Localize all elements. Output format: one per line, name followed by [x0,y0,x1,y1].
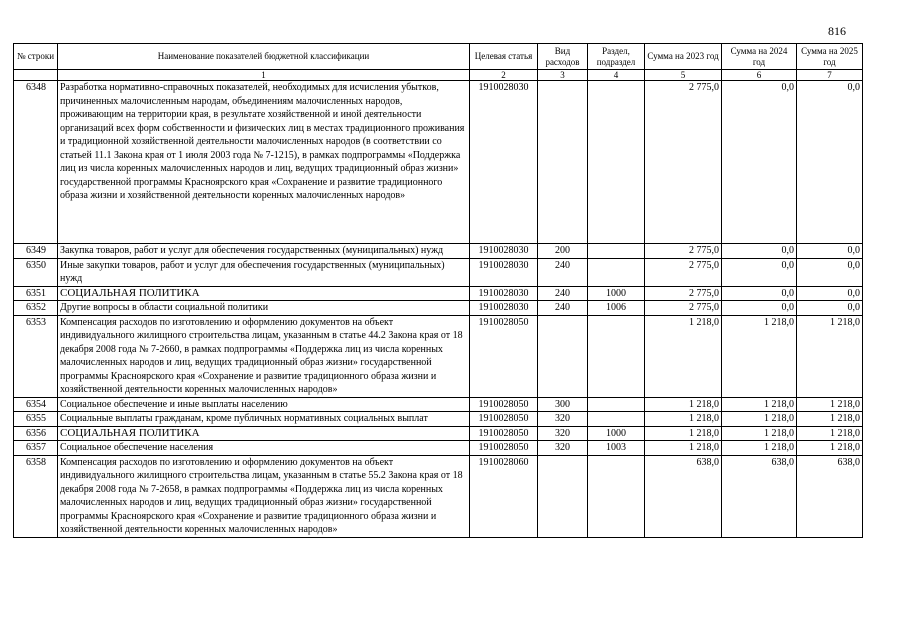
column-number: 4 [588,70,645,81]
column-number [14,70,58,81]
column-number: 3 [538,70,588,81]
table-row [14,412,863,427]
table-row [14,258,863,286]
row-name: Социальное обеспечение населения [58,441,470,456]
row-exp-type: 240 [538,258,588,286]
row-sum-2024: 638,0 [722,455,797,537]
row-target-code: 1910028050 [470,315,538,397]
row-sum-2023: 2 775,0 [645,81,722,244]
row-sum-2024: 0,0 [722,286,797,301]
table-row [14,455,863,537]
row-sum-2024: 1 218,0 [722,397,797,412]
header-exp-type: Вид расходов [538,44,588,70]
table-row [14,81,863,244]
row-target-code: 1910028050 [470,397,538,412]
column-number: 2 [470,70,538,81]
row-target-code: 1910028050 [470,426,538,441]
row-sum-2025: 1 218,0 [797,315,863,397]
row-sum-2025: 0,0 [797,286,863,301]
row-sum-2025: 638,0 [797,455,863,537]
row-target-code: 1910028030 [470,81,538,244]
column-number: 1 [58,70,470,81]
column-numbers-row [14,70,863,81]
page-number: 816 [828,24,846,38]
row-section [588,397,645,412]
row-number: 6352 [14,301,58,316]
row-sum-2023: 1 218,0 [645,397,722,412]
row-sum-2023: 638,0 [645,455,722,537]
row-name: СОЦИАЛЬНАЯ ПОЛИТИКА [58,286,470,301]
row-sum-2025: 0,0 [797,301,863,316]
header-target: Целевая статья [470,44,538,70]
row-sum-2025: 0,0 [797,244,863,259]
row-section: 1000 [588,286,645,301]
row-sum-2025: 1 218,0 [797,426,863,441]
row-section [588,412,645,427]
table-row [14,286,863,301]
row-sum-2025: 1 218,0 [797,412,863,427]
header-section: Раздел, подраздел [588,44,645,70]
row-exp-type: 240 [538,301,588,316]
row-exp-type: 320 [538,426,588,441]
row-number: 6351 [14,286,58,301]
table-row [14,441,863,456]
row-sum-2023: 1 218,0 [645,441,722,456]
column-number: 7 [797,70,863,81]
row-target-code: 1910028060 [470,455,538,537]
row-name: Социальное обеспечение и иные выплаты населению [58,397,470,412]
row-sum-2024: 1 218,0 [722,315,797,397]
row-name: СОЦИАЛЬНАЯ ПОЛИТИКА [58,426,470,441]
row-section [588,455,645,537]
row-sum-2024: 0,0 [722,301,797,316]
row-sum-2024: 0,0 [722,258,797,286]
row-exp-type: 320 [538,441,588,456]
row-name: Другие вопросы в области социальной политики [58,301,470,316]
row-target-code: 1910028030 [470,301,538,316]
row-sum-2023: 1 218,0 [645,315,722,397]
header-row-num: № строки [14,44,58,70]
row-section [588,244,645,259]
row-sum-2023: 2 775,0 [645,258,722,286]
row-section: 1006 [588,301,645,316]
row-name: Разработка нормативно-справочных показателей, необходимых для исчисления убытков, причиненных малочисленным народам, объединениям малочисленных народов, проживающим на территории края, в результате хозяйственной и иной деятельности организаций всех форм собственности и физических лиц в местах традиционного проживания и традиционной хозяйственной деятельности малочисленных народов (в соответствии со статьей 11.1 Закона края от 1 июля 2003 года № 7-1215), в рамках подпрограммы «Поддержка лиц из числа коренных малочисленных народов и лиц, ведущих традиционный образ жизни» государственной программы Красноярского края «Сохранение и развитие традиционного образа жизни и хозяйственной деятельности коренных малочисленных народов» [58,81,470,244]
row-section: 1003 [588,441,645,456]
row-number: 6358 [14,455,58,537]
row-number: 6355 [14,412,58,427]
row-section [588,81,645,244]
header-sum-2024: Сумма на 2024 год [722,44,797,70]
row-target-code: 1910028030 [470,244,538,259]
row-name: Компенсация расходов по изготовлению и оформлению документов на объект индивидуального жилищного строительства лицам, указанным в статье 44.2 Закона края от 18 декабря 2008 года № 7-2660, в рамках подпрограммы «Поддержка лиц из числа коренных малочисленных народов и лиц, ведущих традиционный образ жизни» государственной программы Красноярского края «Сохранение и развитие традиционного образа жизни и хозяйственной деятельности коренных малочисленных народов» [58,315,470,397]
table-row [14,244,863,259]
row-section: 1000 [588,426,645,441]
row-name: Социальные выплаты гражданам, кроме публичных нормативных социальных выплат [58,412,470,427]
row-name: Компенсация расходов по изготовлению и оформлению документов на объект индивидуального жилищного строительства лицам, указанным в статье 55.2 Закона края от 18 декабря 2008 года № 7-2658, в рамках подпрограммы «Поддержка лиц из числа коренных малочисленных народов и лиц, ведущих традиционный образ жизни» государственной программы Красноярского края «Сохранение и развитие традиционного образа жизни и хозяйственной деятельности коренных малочисленных народов» [58,455,470,537]
budget-table [13,43,863,538]
header-sum-2025: Сумма на 2025 год [797,44,863,70]
row-number: 6356 [14,426,58,441]
row-name: Закупка товаров, работ и услуг для обеспечения государственных (муниципальных) нужд [58,244,470,259]
row-exp-type: 300 [538,397,588,412]
row-target-code: 1910028050 [470,412,538,427]
row-sum-2023: 1 218,0 [645,426,722,441]
row-number: 6354 [14,397,58,412]
row-number: 6353 [14,315,58,397]
table-row [14,397,863,412]
column-number: 6 [722,70,797,81]
row-target-code: 1910028030 [470,286,538,301]
row-sum-2023: 2 775,0 [645,244,722,259]
row-sum-2023: 2 775,0 [645,286,722,301]
row-number: 6350 [14,258,58,286]
row-number: 6357 [14,441,58,456]
row-section [588,258,645,286]
header-sum-2023: Сумма на 2023 год [645,44,722,70]
row-name: Иные закупки товаров, работ и услуг для обеспечения государственных (муниципальных) нужд [58,258,470,286]
row-exp-type [538,455,588,537]
row-sum-2025: 1 218,0 [797,397,863,412]
table-row [14,315,863,397]
header-name: Наименование показателей бюджетной классификации [58,44,470,70]
row-sum-2024: 1 218,0 [722,426,797,441]
row-sum-2025: 1 218,0 [797,441,863,456]
row-sum-2023: 1 218,0 [645,412,722,427]
row-exp-type [538,315,588,397]
row-sum-2024: 1 218,0 [722,441,797,456]
row-sum-2024: 0,0 [722,244,797,259]
row-sum-2024: 0,0 [722,81,797,244]
row-sum-2025: 0,0 [797,81,863,244]
row-sum-2024: 1 218,0 [722,412,797,427]
table-row [14,426,863,441]
row-number: 6349 [14,244,58,259]
header-row [14,44,863,70]
row-target-code: 1910028030 [470,258,538,286]
row-section [588,315,645,397]
row-exp-type: 320 [538,412,588,427]
row-number: 6348 [14,81,58,244]
column-number: 5 [645,70,722,81]
row-sum-2025: 0,0 [797,258,863,286]
row-sum-2023: 2 775,0 [645,301,722,316]
row-exp-type: 200 [538,244,588,259]
row-exp-type [538,81,588,244]
row-target-code: 1910028050 [470,441,538,456]
table-row [14,301,863,316]
row-exp-type: 240 [538,286,588,301]
